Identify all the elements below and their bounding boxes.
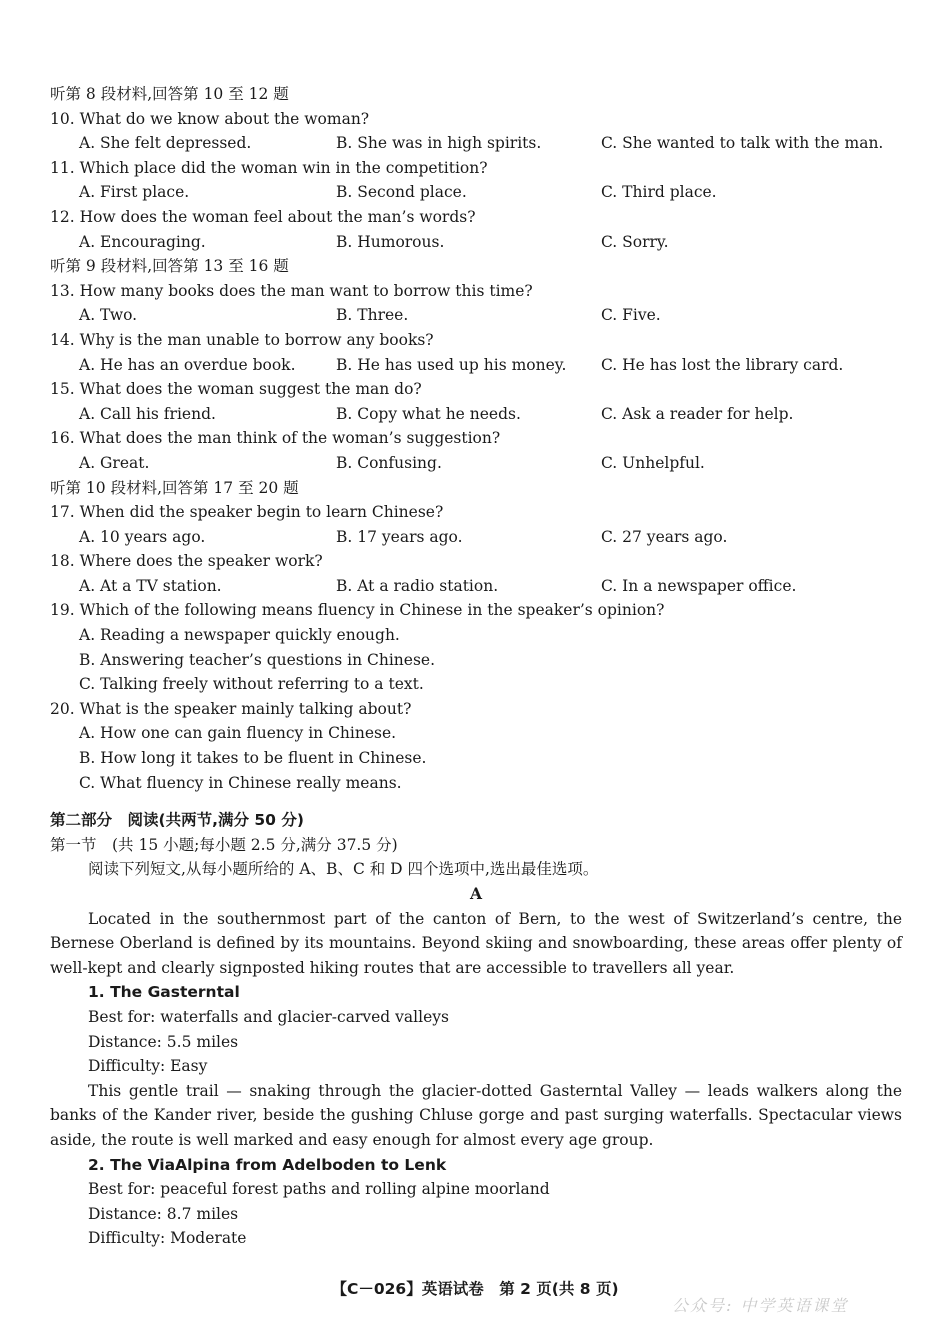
listening-heading: 听第 9 段材料,回答第 13 至 16 题 xyxy=(50,257,289,276)
option-a: A. Two. xyxy=(79,306,138,325)
option-row xyxy=(50,180,902,205)
option-row xyxy=(50,402,902,427)
option-b: B. She was in high spirits. xyxy=(336,134,542,153)
question: 15. What does the woman suggest the man do? xyxy=(50,380,422,399)
option-c: C. Unhelpful. xyxy=(601,453,705,472)
option-row xyxy=(50,230,902,255)
question: 10. What do we know about the woman? xyxy=(50,109,370,128)
option-a: A. Great. xyxy=(79,453,150,472)
route-1-description: This gentle trail — snaking through the glacier-dotted Gasterntal Valley — leads walkers along the banks of the Kander river, beside the gushing Chluse gorge and past surging waterfalls. Spectacular views aside, the route is well marked and easy enough for almost every age group. xyxy=(50,1081,902,1149)
option-row xyxy=(50,451,902,476)
option-c: C. She wanted to talk with the man. xyxy=(601,134,884,153)
question: 16. What does the man think of the woman’s suggestion? xyxy=(50,429,501,448)
section-title: 第二部分 阅读(共两节,满分 50 分) xyxy=(50,811,304,830)
option: B. How long it takes to be fluent in Chinese. xyxy=(79,749,427,768)
option-b: B. Three. xyxy=(336,306,409,325)
watermark: 公众号: 中学英语课堂 xyxy=(672,1296,849,1315)
listening-heading: 听第 8 段材料,回答第 10 至 12 题 xyxy=(50,85,289,103)
option-row xyxy=(50,353,902,378)
option-a: A. Encouraging. xyxy=(79,232,206,251)
route-2-distance: Distance: 8.7 miles xyxy=(88,1204,239,1223)
route-2-title: 2. The ViaAlpina from Adelboden to Lenk xyxy=(88,1155,447,1174)
route-1-best-for: Best for: waterfalls and glacier-carved valleys xyxy=(88,1007,449,1026)
option-row xyxy=(50,574,902,599)
option-row xyxy=(50,131,902,156)
option-c: C. Third place. xyxy=(601,183,717,202)
option-b: B. Humorous. xyxy=(336,232,445,251)
option-b: B. Confusing. xyxy=(336,453,442,472)
option-b: B. At a radio station. xyxy=(336,576,499,595)
listening-section xyxy=(50,82,902,795)
option-a: A. First place. xyxy=(79,183,190,202)
option-c: C. 27 years ago. xyxy=(601,527,728,546)
option-a: A. He has an overdue book. xyxy=(79,355,296,374)
intro-paragraph: Located in the southernmost part of the canton of Bern, to the west of Switzerland’s centre, the Bernese Oberland is defined by its mountains. Beyond skiing and snowboarding, these areas offer plenty of well-kept and clearly signposted hiking routes that are accessible to travellers all year. xyxy=(50,909,902,977)
question: 20. What is the speaker mainly talking about? xyxy=(50,699,412,718)
option-c: C. Sorry. xyxy=(601,232,669,251)
option-a: A. She felt depressed. xyxy=(79,134,252,153)
option-b: B. Second place. xyxy=(336,183,467,202)
option-a: A. At a TV station. xyxy=(79,576,222,595)
option-row xyxy=(50,303,902,328)
option-c: C. He has lost the library card. xyxy=(601,355,844,374)
question: 13. How many books does the man want to borrow this time? xyxy=(50,281,533,300)
passage-label: A xyxy=(469,884,483,903)
reading-section xyxy=(50,808,902,1251)
option-a: A. 10 years ago. xyxy=(79,527,206,546)
route-1-difficulty: Difficulty: Easy xyxy=(88,1057,208,1076)
route-2-difficulty: Difficulty: Moderate xyxy=(88,1229,247,1248)
option-c: C. Ask a reader for help. xyxy=(601,404,794,423)
option-row xyxy=(50,525,902,550)
question: 17. When did the speaker begin to learn Chinese? xyxy=(50,503,444,522)
option-c: C. In a newspaper office. xyxy=(601,576,797,595)
option-c: C. Five. xyxy=(601,306,661,325)
option-a: A. Call his friend. xyxy=(79,404,216,423)
instruction: 阅读下列短文,从每小题所给的 A、B、C 和 D 四个选项中,选出最佳选项。 xyxy=(88,860,599,879)
exam-page xyxy=(50,82,902,1251)
option: B. Answering teacher’s questions in Chinese. xyxy=(79,650,436,669)
question: 18. Where does the speaker work? xyxy=(50,552,323,571)
option-b: B. 17 years ago. xyxy=(336,527,463,546)
subsection-title: 第一节 (共 15 小题;每小题 2.5 分,满分 37.5 分) xyxy=(50,835,398,854)
route-2-best-for: Best for: peaceful forest paths and rolling alpine moorland xyxy=(88,1180,550,1199)
question: 11. Which place did the woman win in the competition? xyxy=(50,158,488,177)
option-b: B. Copy what he needs. xyxy=(336,404,521,423)
route-1-title: 1. The Gasterntal xyxy=(88,983,240,1002)
question: 12. How does the woman feel about the man’s words? xyxy=(50,207,476,226)
option: C. What fluency in Chinese really means. xyxy=(79,773,402,792)
option: A. Reading a newspaper quickly enough. xyxy=(79,626,400,645)
question: 19. Which of the following means fluency in Chinese in the speaker’s opinion? xyxy=(50,601,665,620)
option-b: B. He has used up his money. xyxy=(336,355,567,374)
page-footer: 【C－026】英语试卷 第 2 页(共 8 页) xyxy=(331,1280,619,1298)
option: A. How one can gain fluency in Chinese. xyxy=(79,724,397,743)
question: 14. Why is the man unable to borrow any books? xyxy=(50,330,434,349)
route-1-distance: Distance: 5.5 miles xyxy=(88,1032,239,1051)
listening-heading: 听第 10 段材料,回答第 17 至 20 题 xyxy=(50,478,299,497)
option: C. Talking freely without referring to a text. xyxy=(79,675,424,694)
